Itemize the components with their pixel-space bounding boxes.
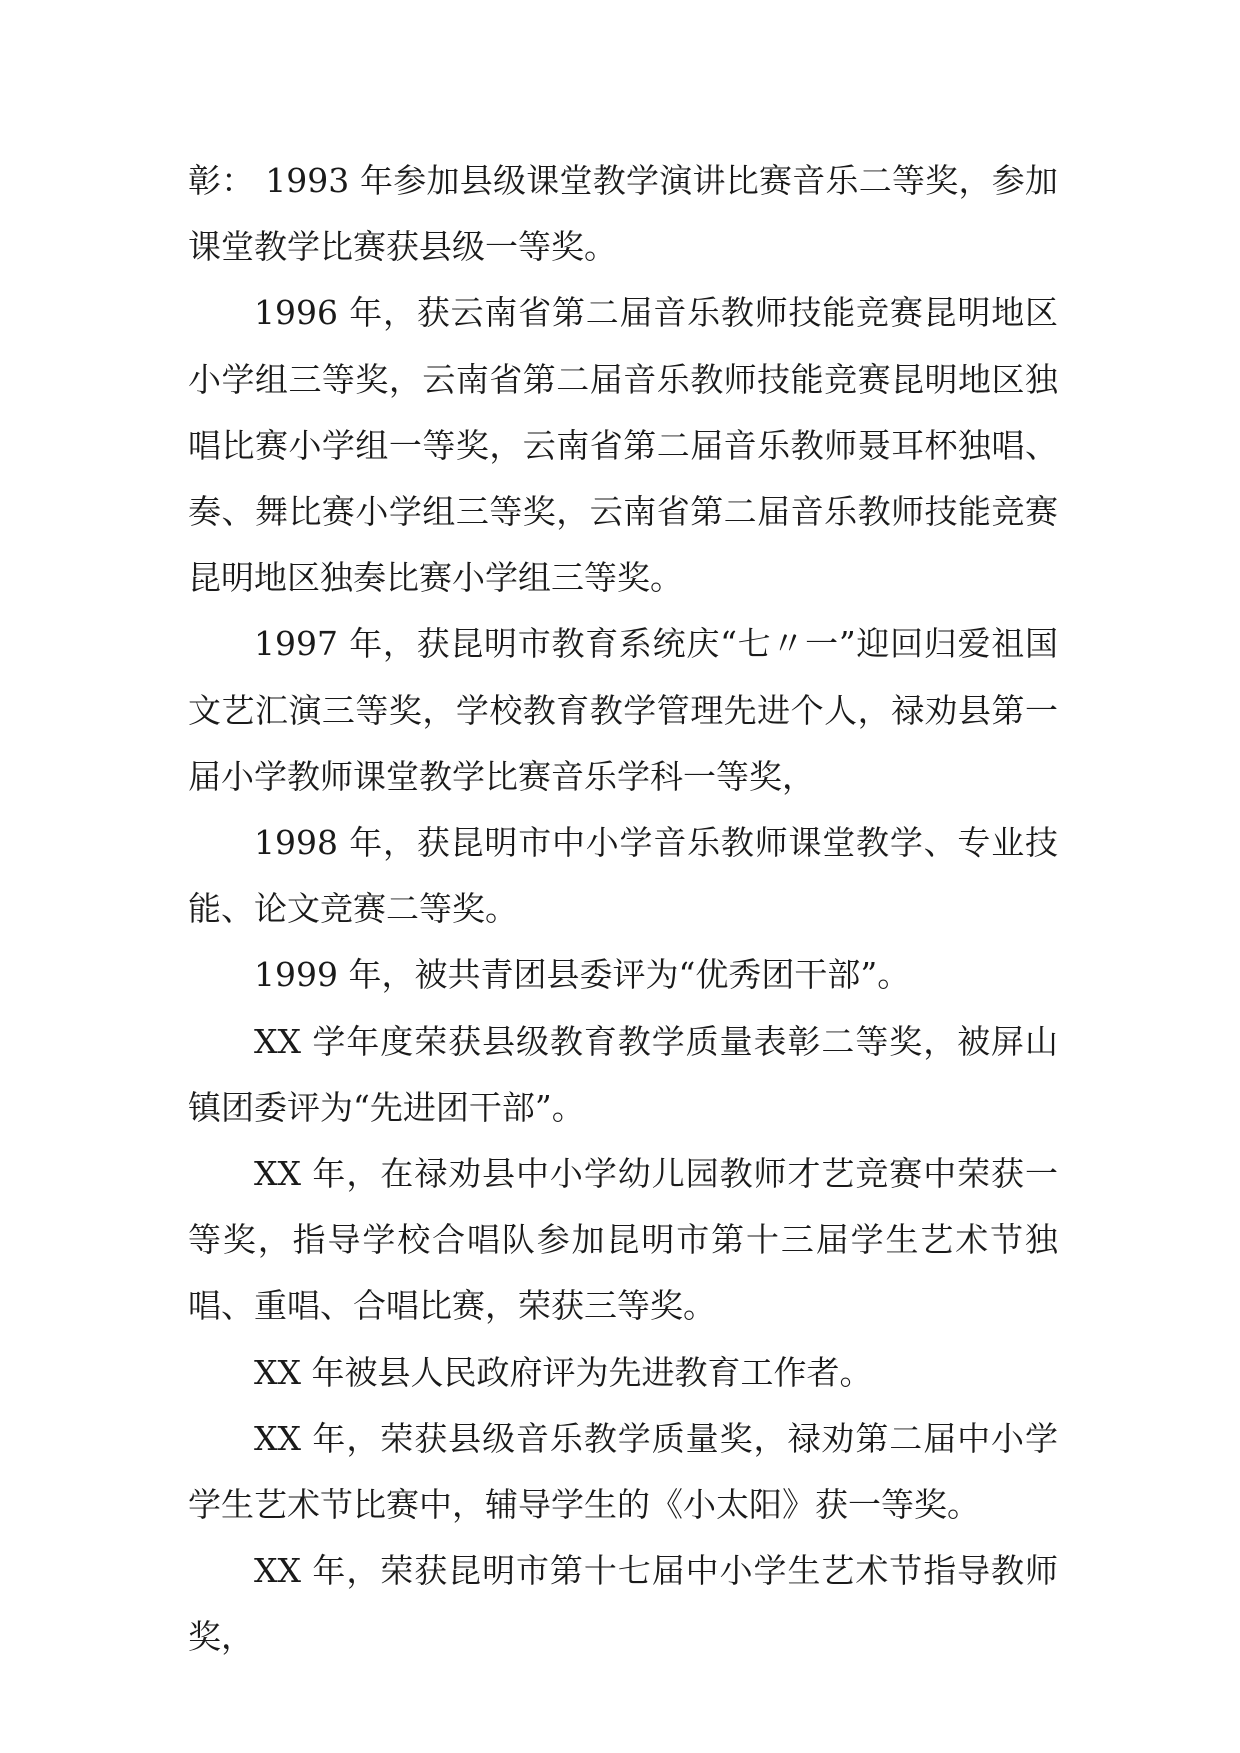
paragraph-8: XX 年被县人民政府评为先进教育工作者。 [254, 1352, 873, 1392]
paragraph-7: XX 年，在禄劝县中小学幼儿园教师才艺竞赛中荣获一等奖，指导学校合唱队参加昆明市第十三届学生艺术节独唱、重唱、合唱比赛，荣获三等奖。 [188, 1154, 1058, 1326]
paragraph-10: XX 年，荣获昆明市第十七届中小学生艺术节指导教师奖， [188, 1551, 1058, 1657]
paragraph-3: 1997 年，获昆明市教育系统庆“七〃一”迎回归爱祖国文艺汇演三等奖，学校教育教学管理先进个人，禄劝县第一届小学教师课堂教学比赛音乐学科一等奖， [188, 624, 1058, 796]
paragraph-1: 彰： 1993 年参加县级课堂教学演讲比赛音乐二等奖，参加课堂教学比赛获县级一等奖。 [188, 161, 1058, 267]
paragraph-6: XX 学年度荣获县级教育教学质量表彰二等奖，被屏山镇团委评为“先进团干部”。 [188, 1021, 1058, 1127]
paragraph-2: 1996 年，获云南省第二届音乐教师技能竞赛昆明地区小学组三等奖，云南省第二届音乐教师技能竞赛昆明地区独唱比赛小学组一等奖，云南省第二届音乐教师聂耳杯独唱、奏、舞比赛小学组三等奖，云南省第二届音乐教师技能竞赛昆明地区独奏比赛小学组三等奖。 [188, 293, 1058, 598]
paragraph-5: 1999 年，被共青团县委评为“优秀团干部”。 [254, 955, 911, 995]
document-body [188, 148, 1058, 1671]
paragraph-9: XX 年，荣获县级音乐教学质量奖，禄劝第二届中小学学生艺术节比赛中，辅导学生的《小太阳》获一等奖。 [188, 1418, 1058, 1525]
paragraph-4: 1998 年，获昆明市中小学音乐教师课堂教学、专业技能、论文竞赛二等奖。 [188, 823, 1058, 929]
